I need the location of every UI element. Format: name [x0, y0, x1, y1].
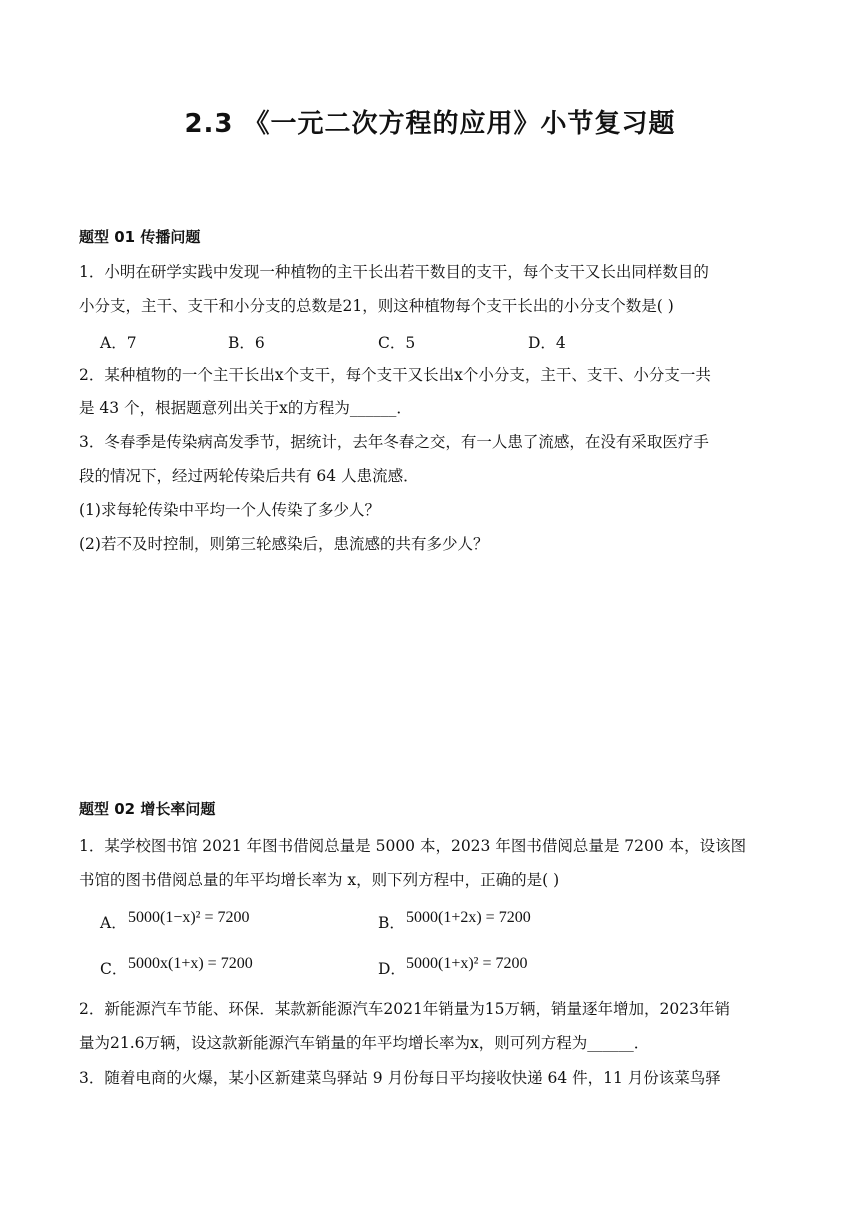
s2-q1-line2: 书馆的图书借阅总量的年平均增长率为 x，则下列方程中，正确的是( )	[79, 871, 560, 889]
s1-q3-sub2: (2)若不及时控制，则第三轮感染后，患流感的共有多少人？	[79, 535, 489, 553]
s1-q3-line2: 段的情况下，经过两轮传染后共有 64 人患流感．	[79, 467, 419, 485]
s1-q2-line1: 2．某种植物的一个主干长出x个支干，每个支干又长出x个小分支，主干、支干、小分支一共	[79, 366, 711, 384]
s2-q1-option-c-equation: 5000x(1+x) = 7200	[128, 955, 253, 972]
s2-q1-option-b-label: B．	[378, 914, 405, 932]
s1-q2-line2: 是 43 个，根据题意列出关于x的方程为______．	[79, 399, 412, 417]
s2-q1-option-b-equation: 5000(1+2x) = 7200	[406, 909, 531, 926]
section-heading-growth-rate: 题型 02 增长率问题	[79, 800, 216, 818]
s2-q1-option-a-label: A．	[100, 914, 127, 932]
s2-q1-option-c-label: C．	[100, 960, 128, 978]
s2-q1-option-a-equation: 5000(1−x)² = 7200	[128, 909, 250, 926]
s2-q2-line2: 量为21.6万辆，设这款新能源汽车销量的年平均增长率为x，则可列方程为______．	[79, 1034, 650, 1052]
s1-q1-option-b: B．6	[228, 334, 265, 352]
s2-q1-option-d-label: D．	[378, 960, 406, 978]
s1-q3-sub1: (1)求每轮传染中平均一个人传染了多少人？	[79, 501, 380, 519]
s1-q1-line2: 小分支，主干、支干和小分支的总数是21，则这种植物每个支干长出的小分支个数是( )	[79, 297, 674, 315]
s1-q3-line1: 3．冬春季是传染病高发季节，据统计，去年冬春之交，有一人患了流感，在没有采取医疗手	[79, 433, 709, 451]
s1-q1-line1: 1．小明在研学实践中发现一种植物的主干长出若干数目的支干，每个支干又长出同样数目的	[79, 263, 709, 281]
s2-q2-line1: 2．新能源汽车节能、环保．某款新能源汽车2021年销量为15万辆，销量逐年增加，2023年销	[79, 1000, 730, 1018]
page-title: 2.3 《一元二次方程的应用》小节复习题	[184, 109, 676, 139]
s2-q1-option-d-equation: 5000(1+x)² = 7200	[406, 955, 528, 972]
s2-q1-line1: 1．某学校图书馆 2021 年图书借阅总量是 5000 本，2023 年图书借阅总量是 7200 本，设该图	[79, 837, 747, 855]
s1-q1-option-d: D．4	[528, 334, 566, 352]
s1-q1-option-c: C．5	[378, 334, 416, 352]
s1-q1-option-a: A．7	[100, 334, 137, 352]
s2-q3-line1: 3．随着电商的火爆，某小区新建菜鸟驿站 9 月份每日平均接收快递 64 件，11 月份该菜鸟驿	[79, 1069, 721, 1087]
section-heading-spread: 题型 01 传播问题	[79, 228, 201, 246]
